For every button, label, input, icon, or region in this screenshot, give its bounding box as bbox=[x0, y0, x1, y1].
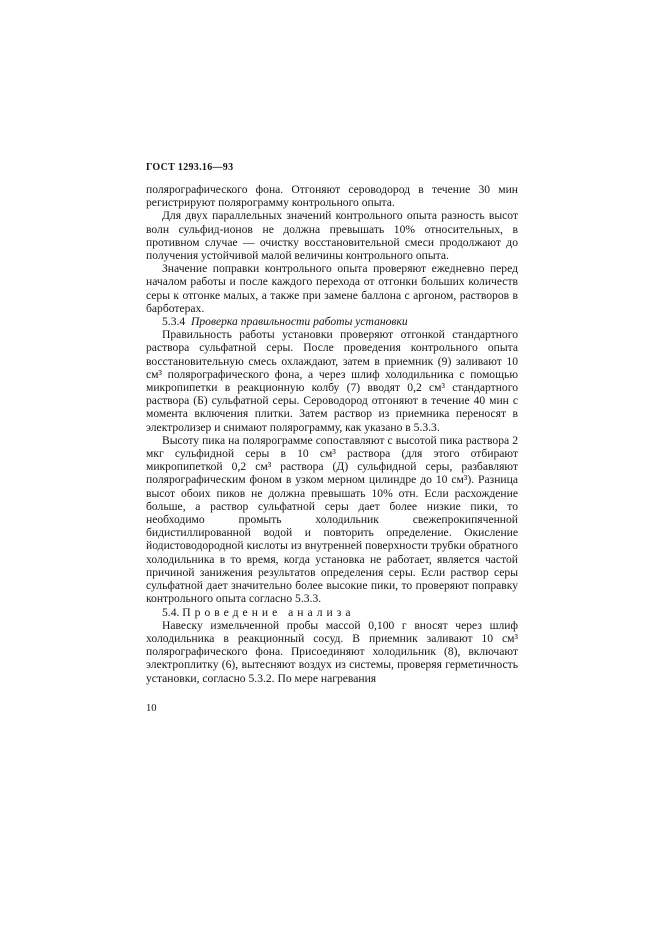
section-number: 5.3.4 bbox=[162, 315, 186, 329]
paragraph: Правильность работы установки проверяют отгонкой стандартного раствора сульфатной серы. После проведения контрольного опыта восстановительную смесь охлаждают, затем в приемник (9) заливают 10 см³ полярографического фона, а через шлиф холодильника с помощью микропипетки в реакционную колбу (7) вводят 0,2 см³ стандартного раствора (Б) сульфатной серы. Сероводород отгоняют в течение 40 мин с момента включения плитки. Затем раствор из приемника переносят в электролизер и снимают полярограмму, как указано в 5.3.3. bbox=[146, 328, 518, 434]
standard-code-header: ГОСТ 1293.16—93 bbox=[146, 162, 234, 173]
body-text bbox=[146, 183, 518, 685]
paragraph: Значение поправки контрольного опыта проверяют ежедневно перед началом работы и после каждого перехода от отгонки больших количеств серы к отгонке малых, а также при замене баллона с аргоном, растворов в барботерах. bbox=[146, 262, 518, 315]
section-heading-5-3-4 bbox=[146, 315, 518, 328]
paragraph: Для двух параллельных значений контрольного опыта разность высот волн сульфид-ионов не должна превышать 10% относительных, в противном случае — очистку восстановительной смеси продолжают до получения устойчивой малой величины контрольного опыта. bbox=[146, 209, 518, 263]
section-number: 5.4. bbox=[162, 605, 180, 619]
section-title: Проверка правильности работы установки bbox=[190, 315, 408, 329]
paragraph-continuation: полярографического фона. Отгоняют сероводород в течение 30 мин регистрируют полярограмму контрольного опыта. bbox=[146, 183, 518, 210]
paragraph: Высоту пика на полярограмме сопоставляют с высотой пика раствора 2 мкг сульфидной серы в 10 см³ раствора (для этого отбирают микропипеткой 0,2 см³ раствора (Д) сульфидной серы, разбавляют полярографическим фоном в узком мерном цилиндре до 10 см³). Разница высот обоих пиков не должна превышать 10% отн. Если расхождение больше, а раствор сульфатной серы дает более низкие пики, то необходимо промыть холодильник свежепрокипяченной бидистиллированной водой и повторить определение. Окисление йодистоводородной кислоты из внутренней поверхности трубки обратного холодильника в то время, когда установка не работает, является частой причиной занижения результатов определения серы. Если раствор серы сульфатной дает значительно более высокие пики, то проверяют поправку контрольного опыта согласно 5.3.3. bbox=[146, 433, 518, 606]
paragraph: Навеску измельченной пробы массой 0,100 г вносят через шлиф холодильника в реакционный сосуд. В приемник заливают 10 см³ полярографического фона. Присоединяют холодильник (8), включают электроплитку (6), вытесняют воздух из системы, проверяя герметичность установки, согласно 5.3.2. По мере нагревания bbox=[146, 618, 518, 685]
section-title: Проведение анализа bbox=[182, 605, 355, 619]
section-heading-5-4 bbox=[146, 606, 518, 619]
page-number: 10 bbox=[146, 703, 157, 714]
